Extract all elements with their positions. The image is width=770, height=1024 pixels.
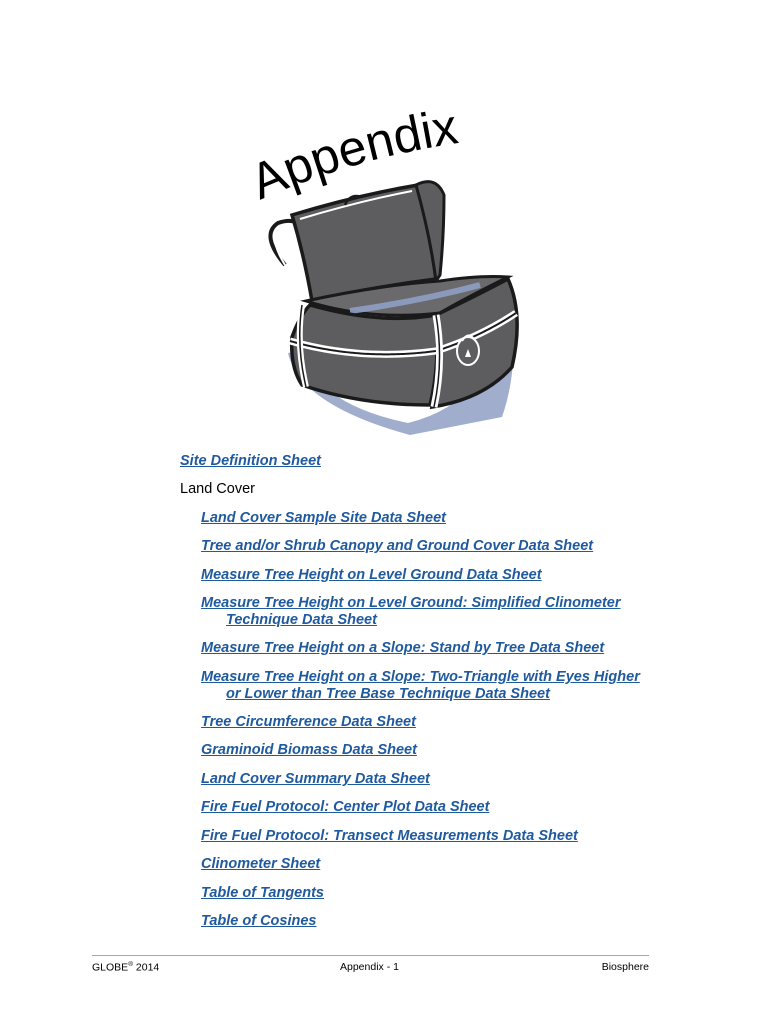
link-toc-item[interactable]: Graminoid Biomass Data Sheet [201,742,417,758]
footer-year: 2014 [132,961,160,974]
link-toc-item[interactable]: Land Cover Sample Site Data Sheet [201,510,446,526]
section-heading-land-cover: Land Cover [180,481,255,497]
registered-mark: ® [128,961,133,968]
link-toc-item[interactable]: Fire Fuel Protocol: Transect Measurements Data Sheet [201,828,578,844]
toc-item-line-continued: or Lower than Tree Base Technique Data Sheet [226,686,550,702]
link-toc-item[interactable]: Tree and/or Shrub Canopy and Ground Cover Data Sheet [201,538,594,554]
toc-item-line: Measure Tree Height on a Slope: Two-Triangle with Eyes Higher [201,669,640,685]
link-toc-item[interactable]: Measure Tree Height on a Slope: Stand by Tree Data Sheet [201,640,605,656]
appendix-heading: Appendix [242,105,462,210]
toc-item-line: Measure Tree Height on Level Ground: Simplified Clinometer [201,595,621,611]
footer-brand: GLOBE [92,961,129,974]
link-toc-item[interactable]: Fire Fuel Protocol: Center Plot Data Sheet [201,799,490,815]
footer-page-number: Appendix - 1 [340,961,399,973]
treasure-chest-illustration [240,105,540,445]
footer-left [92,961,159,974]
toc-item-line-continued: Technique Data Sheet [226,612,377,628]
link-toc-item[interactable] [201,595,621,629]
link-toc-item[interactable]: Land Cover Summary Data Sheet [201,771,430,787]
treasure-chest-icon [240,105,540,445]
link-toc-item[interactable]: Table of Cosines [201,913,317,929]
link-toc-item[interactable]: Clinometer Sheet [201,856,321,872]
link-toc-item[interactable]: Measure Tree Height on Level Ground Data Sheet [201,567,542,583]
page-footer [92,955,649,978]
link-toc-item[interactable]: Table of Tangents [201,885,324,901]
footer-section: Biosphere [601,961,649,973]
link-site-definition-sheet[interactable]: Site Definition Sheet [180,453,321,469]
link-toc-item[interactable] [201,669,640,703]
link-toc-item[interactable]: Tree Circumference Data Sheet [201,714,416,730]
